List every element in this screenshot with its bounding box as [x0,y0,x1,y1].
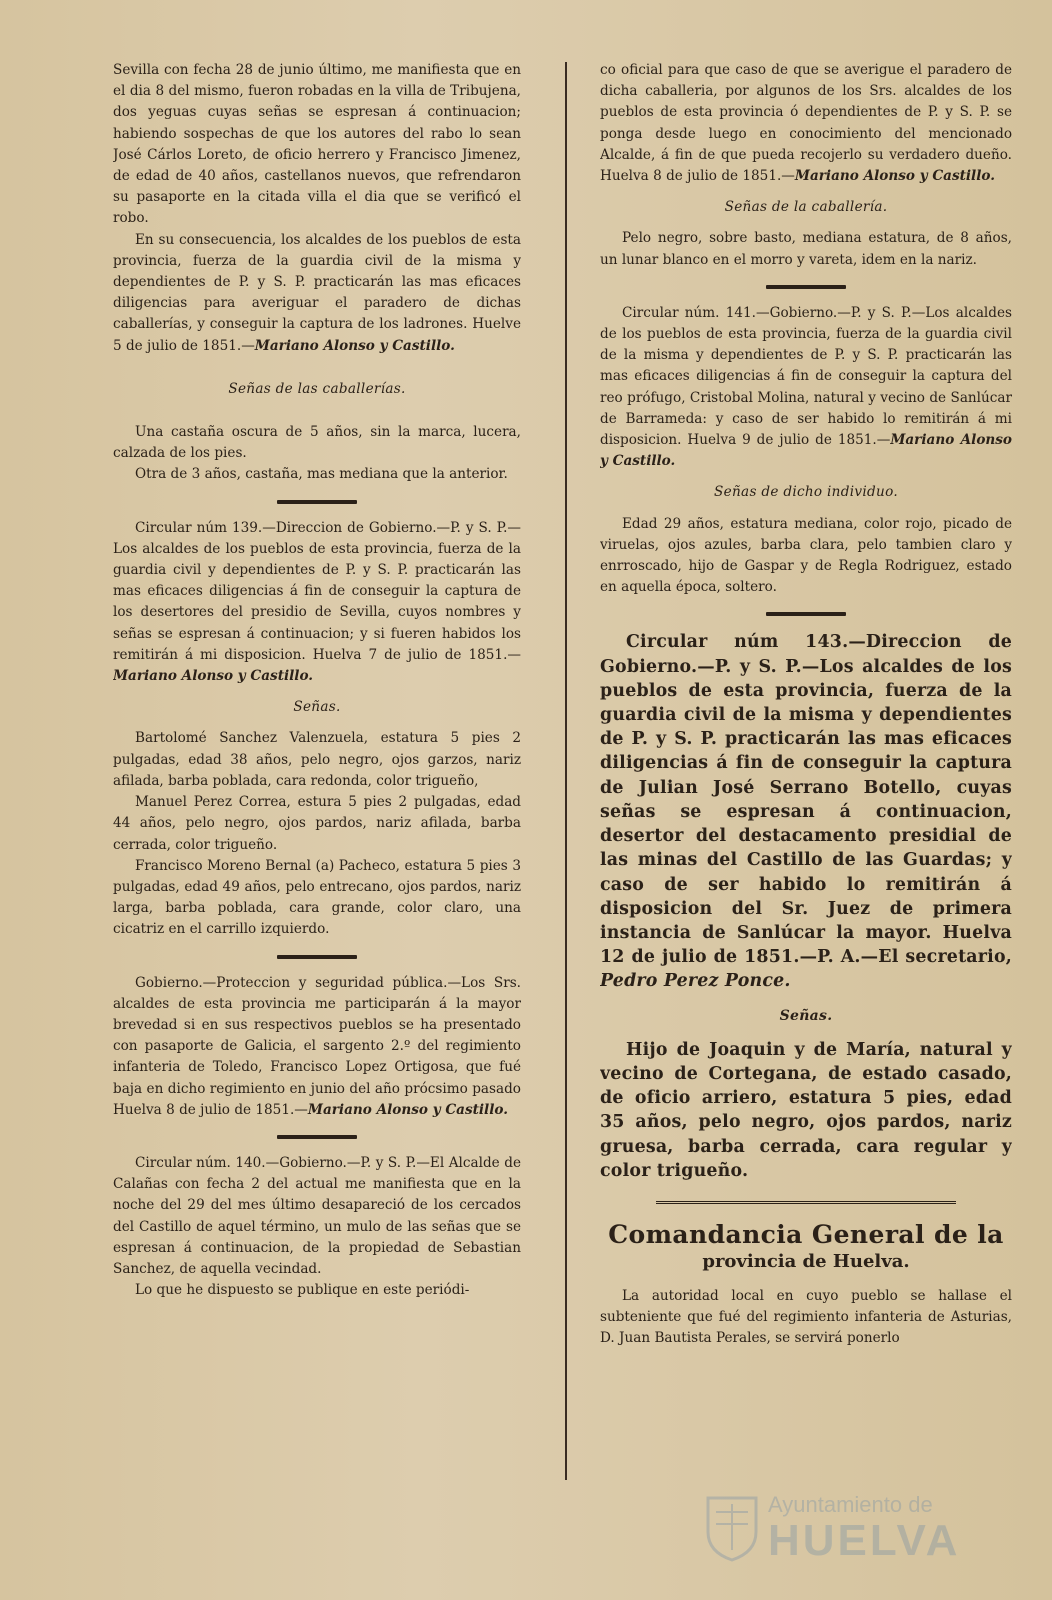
signature: Pedro Perez Ponce. [600,971,791,992]
separator [277,500,357,504]
large-print-notice [600,630,1012,1182]
section-subtitle: provincia de Huelva. [702,1250,910,1272]
watermark-line2: HUELVA [768,1516,961,1565]
paragraph: Circular núm 143.—Direccion de Gobierno.—P. y S. P.—Los alcaldes de los pueblos de esta provincia, fuerza de la guardia civil de la misma y dependientes de P. y S. P. practicarán las mas eficaces diligencias á fin de conseguir la captura de Julian José Serrano Botello, cuyas señas se espresan á continuacion, desertor del destacamento presidial de las minas del Castillo de las Guardas; y caso de ser habido lo remitirán á disposicion del Sr. Juez de primera instancia de Sanlúcar la mayor. Huelva 12 de julio de 1851.—P. A.—El secretario, Pedro Perez Ponce. [600,632,1012,992]
section-heading: Señas. [779,1007,833,1024]
signature: Mariano Alonso y Castillo. [794,168,995,185]
signature: Mariano Alonso y Castillo. [600,432,1012,470]
paragraph: Circular núm. 140.—Gobierno.—P. y S. P.—El Alcalde de Calañas con fecha 2 del actual me manifiesta que en la noche del 29 del mes último desapareció de los cercados del Castillo de aquel término, un mulo de las señas que se espresan á continuacion, de la propiedad de Sebastian Sanchez, de aquella vecindad. [113,1154,521,1277]
paragraph: co oficial para que caso de que se averigue el paradero de dicha caballeria, por algunos de los Srs. alcaldes de los pueblos de esta provincia ó dependientes de P. y S. P. se ponga desde luego en conocimiento del mencionado Alcalde, á fin de que pueda recojerlo su verdadero dueño. Huelva 8 de julio de 1851.—Mariano Alonso y Castillo. [600,62,1012,185]
paragraph: Sevilla con fecha 28 de junio último, me manifiesta que en el dia 8 del mismo, fueron robadas en la villa de Tribujena, dos yeguas cuyas señas se espresan á continuacion; habiendo sospechas de que los autores del rabo lo sean José Cárlos Loreto, de oficio herrero y Francisco Jimenez, de edad de 40 años, castellanos nuevos, que refrendaron su pasaporte en la citada villa el dia que se verificó el robo. [113,62,521,227]
signature: Mariano Alonso y Castillo. [113,668,314,685]
paragraph: Circular núm 139.—Direccion de Gobierno.—P. y S. P.—Los alcaldes de los pueblos de esta provincia, fuerza de la guardia civil y dependientes de P. y S. P. practicarán las mas eficaces diligencias á fin de conseguir la captura de los desertores del presidio de Sevilla, cuyos nombres y señas se espresan á continuacion; y si fueren habidos los remitirán á mi disposicion. Huelva 7 de julio de 1851.—Mariano Alonso y Castillo. [113,519,521,685]
section-heading: Señas de la caballería. [724,199,888,216]
paragraph: Lo que he dispuesto se publique en este periódi- [135,1282,470,1299]
signature: Mariano Alonso y Castillo. [254,337,455,354]
paragraph: Circular núm. 141.—Gobierno.—P. y S. P.—Los alcaldes de los pueblos de esta provincia, fuerza de la guardia civil de la misma y dependientes de P. y S. P. practicarán las mas eficaces diligencias á fin de conseguir la captura del reo prófugo, Cristobal Molina, natural y vecino de Sanlúcar de Barrameda: y caso de ser habido lo remitirán á mi disposicion. Huelva 9 de julio de 1851.—Mariano Alonso y Castillo. [600,304,1012,470]
signature: Mariano Alonso y Castillo. [307,1101,508,1118]
column-divider [565,62,567,1480]
watermark [700,1490,1010,1570]
section-heading: Señas de dicho individuo. [714,484,898,501]
paragraph: Manuel Perez Correa, estura 5 pies 2 pulgadas, edad 44 años, pelo negro, ojos pardos, nariz afilada, barba cerrada, color trigueño. [113,794,521,853]
section-title: Comandancia General de la [608,1219,1004,1249]
paragraph: Hijo de Joaquin y de María, natural y vecino de Cortegana, de estado casado, de oficio arriero, estatura 5 pies, edad 35 años, pelo negro, ojos pardos, nariz gruesa, barba cerrada, cara regular y color trigueño. [600,1039,1012,1181]
left-column [113,60,521,1480]
paragraph: La autoridad local en cuyo pueblo se hallase el subteniente que fué del regimiento infanteria de Asturias, D. Juan Bautista Perales, se servirá ponerlo [600,1287,1012,1347]
paragraph: En su consecuencia, los alcaldes de los pueblos de esta provincia, fuerza de la guardia civil de la misma y dependientes de P. y S. P. practicarán las mas eficaces diligencias para averiguar el paradero de dichas caballerías, y conseguir la captura de los ladrones. Huelve 5 de julio de 1851.—Mariano Alonso y Castillo. [113,231,521,354]
separator [277,955,357,959]
city-shield-icon [704,1494,760,1562]
paragraph: Edad 29 años, estatura mediana, color rojo, picado de viruelas, ojos azules, barba clara, pelo tambien claro y enrroscado, hijo de Gaspar y de Regla Rodriguez, estado en aquella época, soltero. [600,515,1012,596]
section-heading: Señas. [293,699,341,716]
watermark-line1: Ayuntamiento de [768,1492,933,1517]
section-heading: Señas de las caballerías. [228,380,406,397]
separator [766,285,846,289]
separator [766,612,846,616]
paragraph: Francisco Moreno Bernal (a) Pacheco, estatura 5 pies 3 pulgadas, edad 49 años, pelo entrecano, ojos pardos, nariz larga, barba poblada, cara grande, color claro, una cicatriz en el carrillo izquierdo. [113,857,521,938]
double-rule [656,1201,956,1206]
right-column [600,60,1012,1480]
paragraph: Gobierno.—Proteccion y seguridad pública.—Los Srs. alcaldes de esta provincia me participarán á la mayor brevedad si en sus respectivos pueblos se ha presentado con pasaporte de Galicia, el sargento 2.º del regimiento infanteria de Toledo, Francisco Lopez Ortigosa, que fué baja en dicho regimiento en junio del año prócsimo pasado Huelva 8 de julio de 1851.—Mariano Alonso y Castillo. [113,974,521,1118]
paragraph: Pelo negro, sobre basto, mediana estatura, de 8 años, un lunar blanco en el morro y vareta, idem en la nariz. [600,230,1012,268]
separator [277,1135,357,1139]
paragraph: Bartolomé Sanchez Valenzuela, estatura 5 pies 2 pulgadas, edad 38 años, pelo negro, ojos garzos, nariz afilada, barba poblada, cara redonda, color trigueño, [113,730,521,789]
paragraph: Otra de 3 años, castaña, mas mediana que la anterior. [135,466,508,483]
paragraph: Una castaña oscura de 5 años, sin la marca, lucera, calzada de los pies. [113,424,521,462]
